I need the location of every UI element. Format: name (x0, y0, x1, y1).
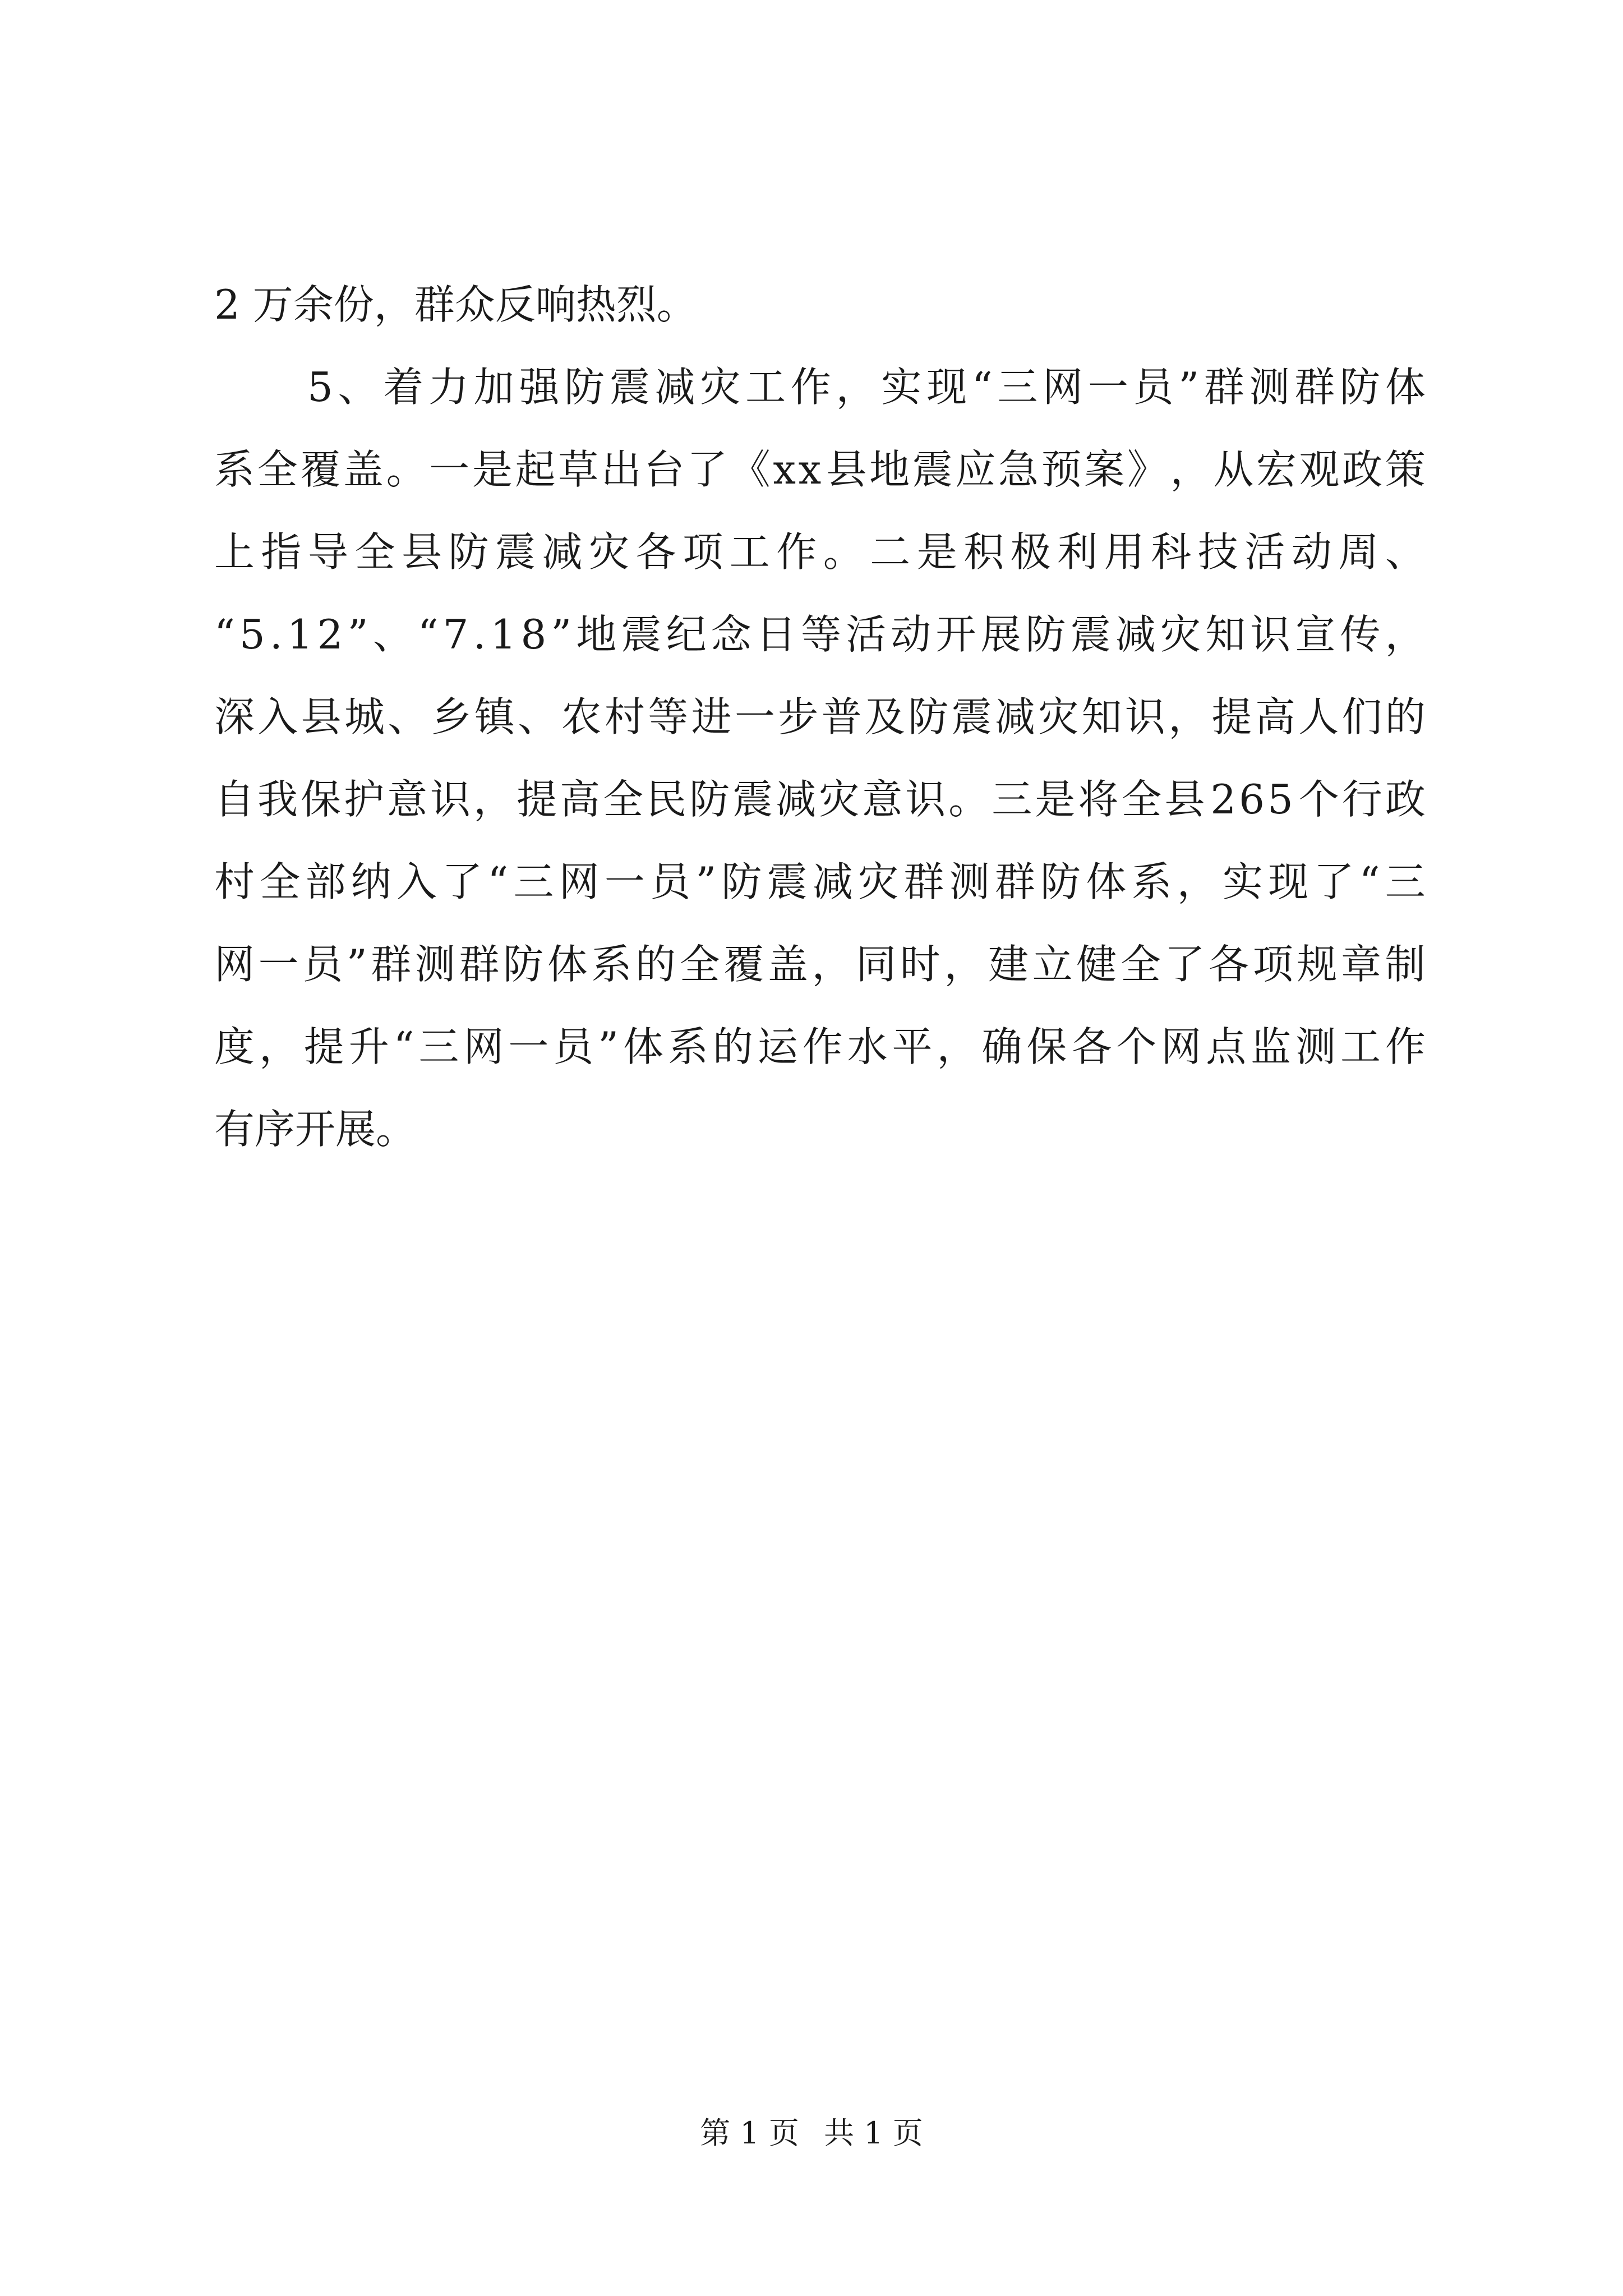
text-line: 度 ， 提 升 “ 三 网 一 员 ” 体 系 的 运 作 水 平 ， 确 保 各 个 网 点 监 测 工 作 (214, 1023, 1426, 1070)
text-line: 有序开展。 (214, 1106, 417, 1153)
text-line: 网 一 员 ” 群 测 群 防 体 系 的 全 覆 盖 ， 同 时 ， 建 立 健 全 了 各 项 规 章 制 (214, 941, 1426, 988)
text-line: 村 全 部 纳 入 了 “ 三 网 一 员 ” 防 震 减 灾 群 测 群 防 体 系 ， 实 现 了 “ 三 (214, 858, 1426, 905)
text-line: “ 5 . 1 2 ” 、 “ 7 . 1 8 ” 地 震 纪 念 日 等 活 动 开 展 防 震 减 灾 知 识 宣 传 ， (214, 611, 1426, 658)
text-line: 系 全 覆 盖 。 一 是 起 草 出 台 了 《 x x 县 地 震 应 急 预 案 》 ， 从 宏 观 政 策 (214, 446, 1426, 493)
body-text (214, 264, 1426, 1171)
page-total: 共 1 页 (824, 2115, 923, 2151)
text-line: 深 入 县 城 、 乡 镇 、 农 村 等 进 一 步 普 及 防 震 减 灾 知 识 ， 提 高 人 们 的 (214, 693, 1426, 740)
text-line: 上 指 导 全 县 防 震 减 灾 各 项 工 作 。 二 是 积 极 利 用 科 技 活 动 周 、 (214, 528, 1426, 576)
page-number: 第 1 页 (700, 2115, 799, 2151)
text-line: 自 我 保 护 意 识 ， 提 高 全 民 防 震 减 灾 意 识 。 三 是 将 全 县 2 6 5 个 行 政 (214, 776, 1426, 823)
text-line: 5 、 着 力 加 强 防 震 减 灾 工 作 ， 实 现 “ 三 网 一 员 ” 群 测 群 防 体 (307, 364, 1426, 411)
page-footer (0, 2114, 1623, 2153)
text-line: 2 万余份，群众反响热烈。 (214, 281, 697, 328)
